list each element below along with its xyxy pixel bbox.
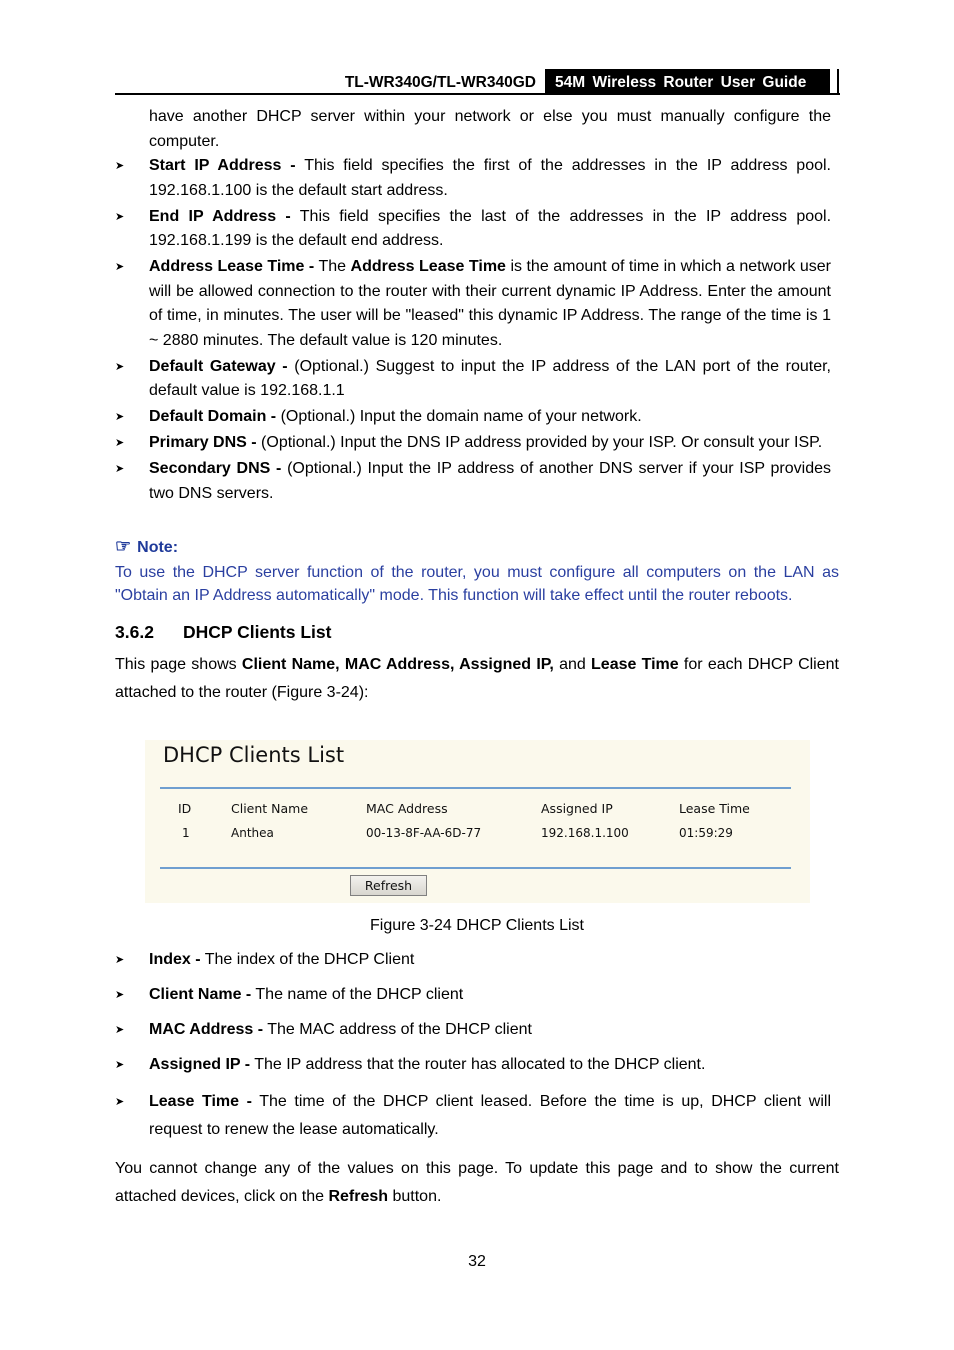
bullet-lease-time: ➤ Address Lease Time - The Address Lease Time is the amount of time in which a network user will be allowed connection to the router with their current dynamic IP Address. Enter the amount of time, in minutes. The user will be "leased" this dynamic IP Address. The range of the time is 1 ~ 2880 minutes. The default value is 120 minutes. [115,255,831,353]
column-header-mac-address: MAC Address [366,801,448,816]
header-rule [115,93,840,95]
figure-bottom-rule [160,867,791,869]
bullet-arrow-icon: ➤ [115,411,125,423]
refresh-button[interactable]: Refresh [350,875,427,896]
bullet-end-ip: ➤ End IP Address - This field specifies the last of the addresses in the IP address pool. 192.168.1.199 is the default end address. [115,205,831,254]
header-guide-title: 54M Wireless Router User Guide [545,69,830,95]
field-bullet-list [115,154,839,506]
section-heading: 3.6.2 DHCP Clients List [115,622,332,642]
closing-paragraph: You cannot change any of the values on this page. To update this page and to show the current attached devices, click on the Refresh button. [115,1159,839,1205]
bullet-arrow-icon: ➤ [115,954,125,966]
bullet-arrow-icon: ➤ [115,261,125,273]
bullet-secondary-dns: ➤ Secondary DNS - (Optional.) Input the IP address of another DNS server if your ISP provides two DNS servers. [115,457,831,506]
field-descriptions [115,948,839,1211]
column-bullet-list [115,948,839,1144]
column-header-id: ID [178,801,192,816]
bullet-mac-address: ➤ MAC Address - The MAC address of the DHCP client [115,1018,831,1043]
bullet-arrow-icon: ➤ [115,160,125,172]
column-header-lease-time: Lease Time [679,801,750,816]
intro-continuation: have another DHCP server within your network or else you must manually configure the computer. [149,108,831,150]
pointing-hand-icon: ☞ [115,536,132,556]
table-cell-client-name: Anthea [231,826,274,840]
page-header [115,69,840,95]
section-intro: This page shows Client Name, MAC Address, Assigned IP, and Lease Time for each DHCP Client attached to the router (Figure 3-24): [115,656,839,701]
table-cell-mac-address: 00-13-8F-AA-6D-77 [366,826,482,840]
bullet-index: ➤ Index - The index of the DHCP Client [115,948,831,973]
figure-caption: Figure 3-24 DHCP Clients List [369,917,584,934]
table-cell-lease-time: 01:59:29 [679,826,733,840]
bullet-assigned-ip: ➤ Assigned IP - The IP address that the router has allocated to the DHCP client. [115,1053,831,1078]
dhcp-clients-list-screenshot [145,740,810,903]
figure-title: DHCP Clients List [163,743,345,767]
bullet-start-ip: ➤ Start IP Address - This field specifies the first of the addresses in the IP address pool. 192.168.1.100 is the default start address. [115,154,831,203]
note-heading: ☞ Note: [115,536,179,556]
column-header-assigned-ip: Assigned IP [541,801,613,816]
note-text: To use the DHCP server function of the router, you must configure all computers on the LAN as "Obtain an IP Address automatically" mode. This function will take effect until the router reboots. [115,564,839,604]
bullet-arrow-icon: ➤ [115,989,125,1001]
header-tick [837,69,839,95]
main-content [115,105,839,707]
column-header-client-name: Client Name [231,801,309,816]
table-cell-assigned-ip: 192.168.1.100 [541,826,629,840]
bullet-arrow-icon: ➤ [115,1024,125,1036]
header-model: TL-WR340G/TL-WR340GD [344,74,536,91]
bullet-primary-dns: ➤ Primary DNS - (Optional.) Input the DNS IP address provided by your ISP. Or consult your ISP. [115,431,831,456]
bullet-arrow-icon: ➤ [115,1096,125,1108]
bullet-arrow-icon: ➤ [115,463,125,475]
bullet-client-name: ➤ Client Name - The name of the DHCP client [115,983,831,1008]
bullet-arrow-icon: ➤ [115,437,125,449]
bullet-arrow-icon: ➤ [115,360,125,373]
bullet-default-domain: ➤ Default Domain - (Optional.) Input the domain name of your network. [115,405,831,430]
bullet-arrow-icon: ➤ [115,1059,125,1071]
page-number: 32 [468,1253,486,1270]
figure-top-rule [160,787,791,789]
bullet-default-gateway: ➤ Default Gateway - (Optional.) Suggest to input the IP address of the LAN port of the router, default value is 192.168.1.1 [115,355,831,404]
bullet-lease-time-column: ➤ Lease Time - The time of the DHCP client leased. Before the time is up, DHCP client will request to renew the lease automatically. [115,1088,831,1144]
table-cell-id: 1 [182,826,190,840]
bullet-arrow-icon: ➤ [115,210,125,223]
